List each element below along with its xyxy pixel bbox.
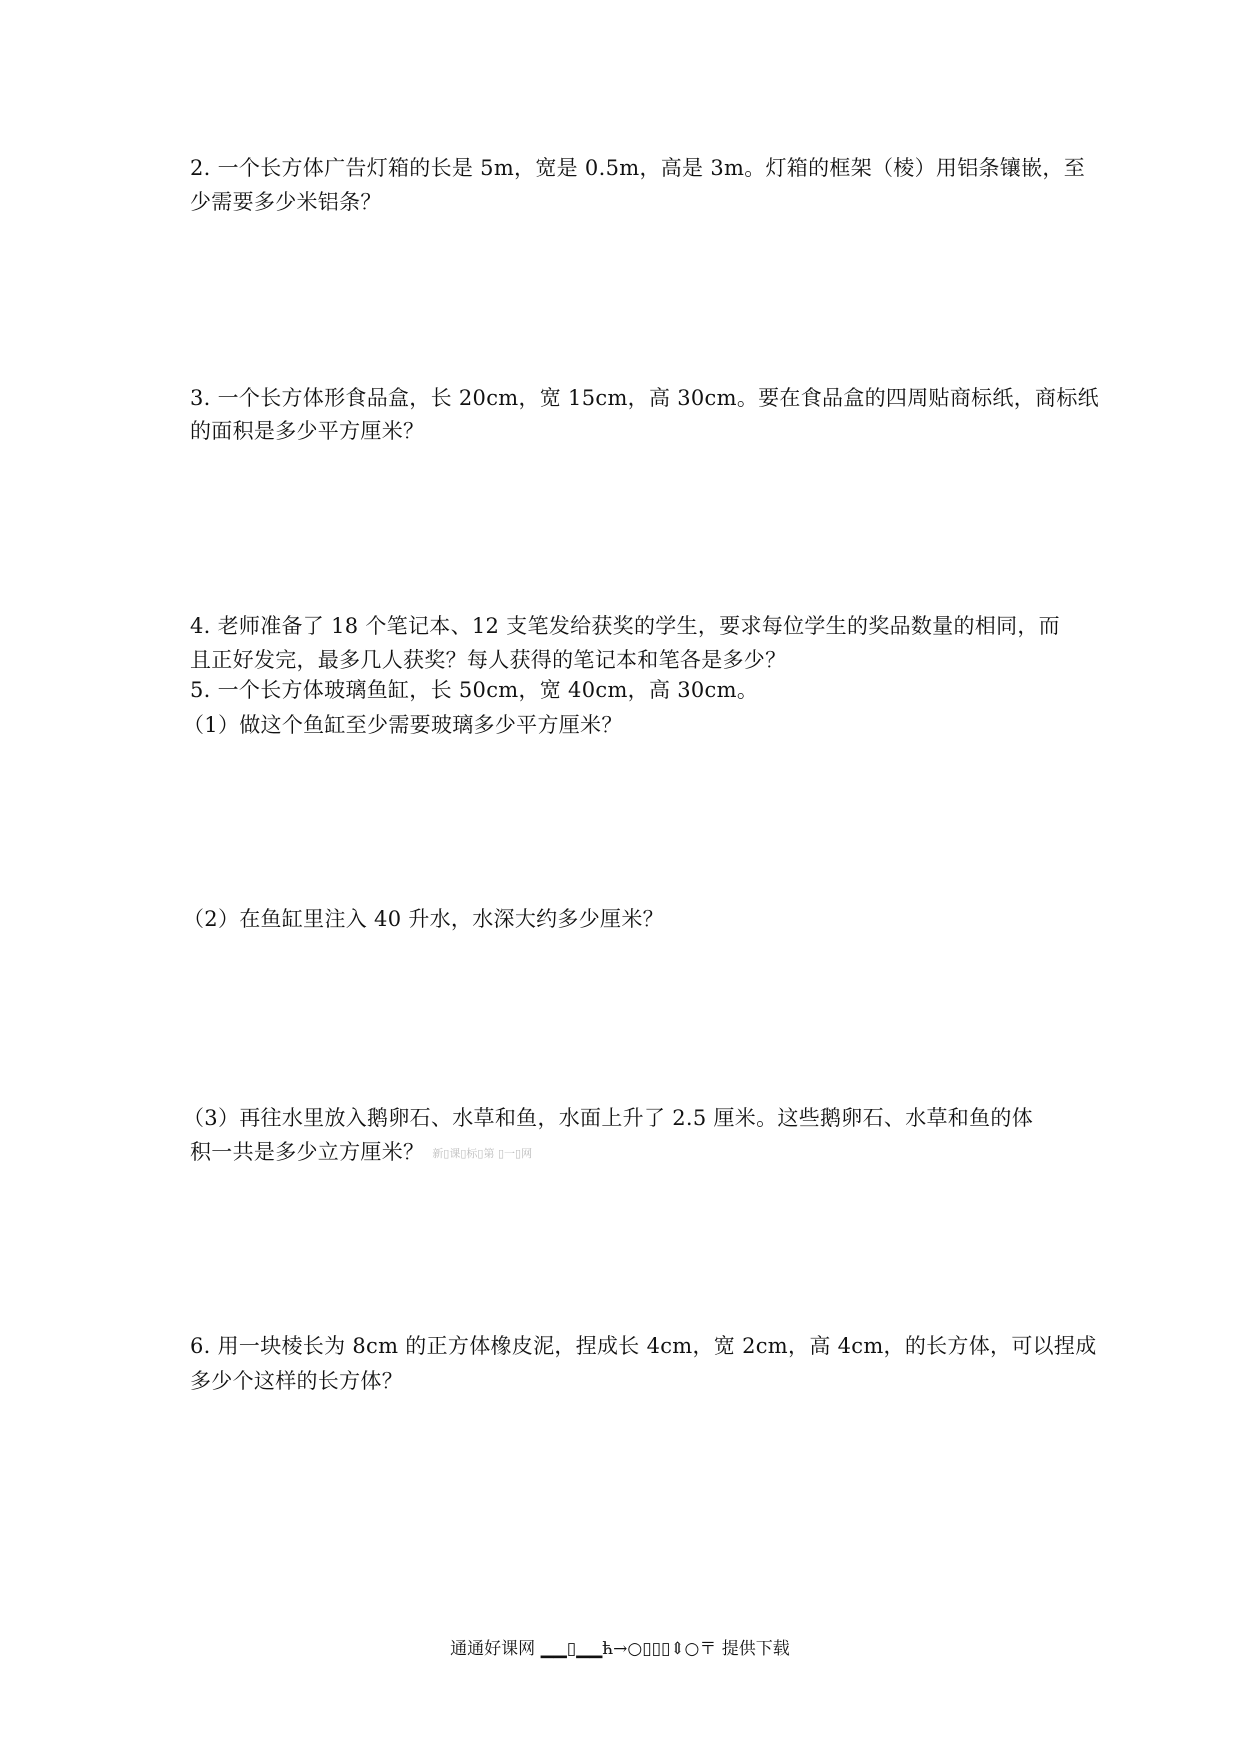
question-5-part-3-line-2-text: 积一共是多少立方厘米？ (190, 1140, 425, 1164)
question-4-line-2: 且正好发完，最多几人获奖？每人获得的笔记本和笔各是多少？ (190, 648, 787, 672)
question-2-line-2: 少需要多少米铝条？ (190, 190, 382, 214)
question-3-line-1: 3. 一个长方体形食品盒，长 20cm，宽 15cm，高 30cm。要在食品盒的四周贴商标纸，商标纸 (190, 386, 1099, 410)
question-6-line-1: 6. 用一块棱长为 8cm 的正方体橡皮泥，捏成长 4cm，宽 2cm，高 4cm，的长方体，可以捏成 (190, 1334, 1097, 1358)
question-3-line-2: 的面积是多少平方厘米？ (190, 419, 425, 443)
question-5-part-3-line-2 (190, 1137, 532, 1169)
question-2-line-1: 2. 一个长方体广告灯箱的长是 5m，宽是 0.5m，高是 3m。灯箱的框架（棱）用铝条镶嵌，至 (190, 156, 1085, 180)
watermark-text: 新▯课▯标▯第 ▯一▯网 (432, 1146, 533, 1160)
question-5-part-2: （2）在鱼缸里注入 40 升水，水深大约多少厘米？ (183, 907, 664, 931)
question-5-part-3-line-1: （3）再往水里放入鹅卵石、水草和鱼，水面上升了 2.5 厘米。这些鹅卵石、水草和鱼的体 (183, 1106, 1034, 1130)
question-5-part-1: （1）做这个鱼缸至少需要玻璃多少平方厘米？ (183, 713, 623, 737)
page-footer: 通通好课网 ▁▁▯▁▁ћ→○▯▯▯⇕○〒 提供下载 (450, 1639, 790, 1659)
question-6-line-2: 多少个这样的长方体？ (190, 1369, 403, 1393)
question-5-stem: 5. 一个长方体玻璃鱼缸，长 50cm，宽 40cm，高 30cm。 (190, 678, 759, 702)
question-4-line-1: 4. 老师准备了 18 个笔记本、12 支笔发给获奖的学生，要求每位学生的奖品数量的相同，而 (190, 614, 1060, 638)
